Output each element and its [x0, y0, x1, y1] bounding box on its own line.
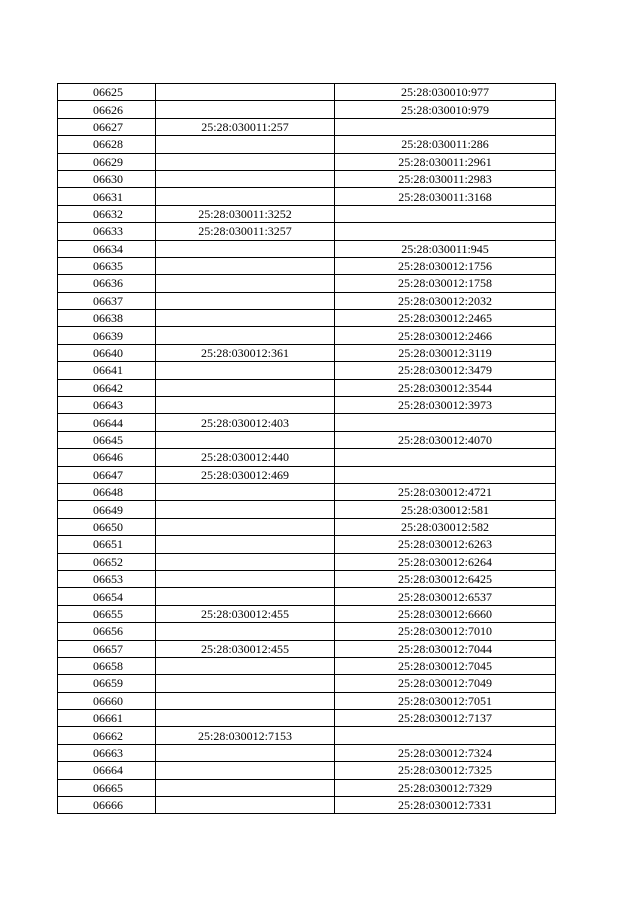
table-row [58, 223, 556, 240]
row-number-cell: 06658 [58, 657, 156, 674]
table-row [58, 483, 556, 500]
row-number-cell: 06642 [58, 379, 156, 396]
table-row [58, 257, 556, 274]
object-number-cell: 25:28:030012:6264 [335, 553, 556, 570]
row-number-cell: 06650 [58, 518, 156, 535]
row-number-cell: 06645 [58, 431, 156, 448]
table-row [58, 570, 556, 587]
table-body [58, 84, 556, 814]
object-number-cell [335, 449, 556, 466]
parcel-number-cell: 25:28:030012:440 [156, 449, 335, 466]
row-number-cell: 06664 [58, 762, 156, 779]
object-number-cell: 25:28:030011:286 [335, 136, 556, 153]
table-row [58, 657, 556, 674]
parcel-number-cell [156, 710, 335, 727]
table-row [58, 623, 556, 640]
table-row [58, 501, 556, 518]
parcel-number-cell [156, 310, 335, 327]
cadastral-table [57, 83, 556, 814]
row-number-cell: 06649 [58, 501, 156, 518]
object-number-cell: 25:28:030012:7324 [335, 744, 556, 761]
parcel-number-cell [156, 675, 335, 692]
table-row [58, 136, 556, 153]
row-number-cell: 06630 [58, 170, 156, 187]
table-row [58, 397, 556, 414]
row-number-cell: 06629 [58, 153, 156, 170]
parcel-number-cell [156, 170, 335, 187]
table-row [58, 118, 556, 135]
table-row [58, 640, 556, 657]
parcel-number-cell [156, 397, 335, 414]
row-number-cell: 06661 [58, 710, 156, 727]
row-number-cell: 06647 [58, 466, 156, 483]
parcel-number-cell [156, 762, 335, 779]
table-row [58, 327, 556, 344]
row-number-cell: 06636 [58, 275, 156, 292]
row-number-cell: 06637 [58, 292, 156, 309]
parcel-number-cell [156, 588, 335, 605]
row-number-cell: 06660 [58, 692, 156, 709]
object-number-cell: 25:28:030010:977 [335, 84, 556, 101]
parcel-number-cell: 25:28:030011:257 [156, 118, 335, 135]
object-number-cell [335, 118, 556, 135]
parcel-number-cell [156, 797, 335, 814]
object-number-cell: 25:28:030012:7137 [335, 710, 556, 727]
table-row [58, 710, 556, 727]
row-number-cell: 06643 [58, 397, 156, 414]
row-number-cell: 06644 [58, 414, 156, 431]
row-number-cell: 06651 [58, 536, 156, 553]
row-number-cell: 06627 [58, 118, 156, 135]
table-row [58, 675, 556, 692]
object-number-cell: 25:28:030012:7045 [335, 657, 556, 674]
object-number-cell: 25:28:030012:3973 [335, 397, 556, 414]
object-number-cell: 25:28:030012:4070 [335, 431, 556, 448]
row-number-cell: 06653 [58, 570, 156, 587]
parcel-number-cell: 25:28:030012:455 [156, 640, 335, 657]
row-number-cell: 06639 [58, 327, 156, 344]
object-number-cell: 25:28:030012:582 [335, 518, 556, 535]
object-number-cell: 25:28:030012:6263 [335, 536, 556, 553]
parcel-number-cell [156, 136, 335, 153]
row-number-cell: 06655 [58, 605, 156, 622]
object-number-cell: 25:28:030012:2032 [335, 292, 556, 309]
row-number-cell: 06657 [58, 640, 156, 657]
row-number-cell: 06662 [58, 727, 156, 744]
table-row [58, 588, 556, 605]
object-number-cell [335, 727, 556, 744]
object-number-cell: 25:28:030012:4721 [335, 483, 556, 500]
row-number-cell: 06654 [58, 588, 156, 605]
table-row [58, 536, 556, 553]
table-row [58, 762, 556, 779]
row-number-cell: 06633 [58, 223, 156, 240]
object-number-cell: 25:28:030012:3479 [335, 362, 556, 379]
row-number-cell: 06652 [58, 553, 156, 570]
table-row [58, 414, 556, 431]
table-row [58, 153, 556, 170]
parcel-number-cell: 25:28:030012:403 [156, 414, 335, 431]
table-row [58, 310, 556, 327]
object-number-cell: 25:28:030012:2465 [335, 310, 556, 327]
parcel-number-cell [156, 84, 335, 101]
row-number-cell: 06628 [58, 136, 156, 153]
table-row [58, 797, 556, 814]
parcel-number-cell [156, 623, 335, 640]
table-row [58, 205, 556, 222]
row-number-cell: 06666 [58, 797, 156, 814]
table-row [58, 727, 556, 744]
row-number-cell: 06648 [58, 483, 156, 500]
row-number-cell: 06635 [58, 257, 156, 274]
parcel-number-cell [156, 362, 335, 379]
object-number-cell: 25:28:030012:1756 [335, 257, 556, 274]
table-row [58, 449, 556, 466]
parcel-number-cell [156, 570, 335, 587]
object-number-cell [335, 466, 556, 483]
row-number-cell: 06656 [58, 623, 156, 640]
parcel-number-cell [156, 257, 335, 274]
row-number-cell: 06625 [58, 84, 156, 101]
object-number-cell: 25:28:030012:7325 [335, 762, 556, 779]
object-number-cell: 25:28:030012:7049 [335, 675, 556, 692]
row-number-cell: 06634 [58, 240, 156, 257]
table-row [58, 170, 556, 187]
parcel-number-cell [156, 327, 335, 344]
row-number-cell: 06663 [58, 744, 156, 761]
parcel-number-cell [156, 101, 335, 118]
object-number-cell: 25:28:030012:6537 [335, 588, 556, 605]
parcel-number-cell [156, 553, 335, 570]
object-number-cell: 25:28:030012:3119 [335, 344, 556, 361]
parcel-number-cell [156, 188, 335, 205]
object-number-cell: 25:28:030012:2466 [335, 327, 556, 344]
row-number-cell: 06631 [58, 188, 156, 205]
parcel-number-cell: 25:28:030012:361 [156, 344, 335, 361]
object-number-cell: 25:28:030010:979 [335, 101, 556, 118]
object-number-cell: 25:28:030012:7010 [335, 623, 556, 640]
object-number-cell: 25:28:030011:945 [335, 240, 556, 257]
table-row [58, 431, 556, 448]
object-number-cell: 25:28:030012:581 [335, 501, 556, 518]
object-number-cell: 25:28:030011:3168 [335, 188, 556, 205]
parcel-number-cell: 25:28:030012:469 [156, 466, 335, 483]
object-number-cell: 25:28:030012:7051 [335, 692, 556, 709]
table-row [58, 101, 556, 118]
parcel-number-cell [156, 692, 335, 709]
object-number-cell: 25:28:030012:6660 [335, 605, 556, 622]
parcel-number-cell [156, 292, 335, 309]
object-number-cell: 25:28:030012:7331 [335, 797, 556, 814]
object-number-cell: 25:28:030012:7044 [335, 640, 556, 657]
object-number-cell: 25:28:030012:3544 [335, 379, 556, 396]
row-number-cell: 06641 [58, 362, 156, 379]
table-row [58, 779, 556, 796]
object-number-cell: 25:28:030012:7329 [335, 779, 556, 796]
parcel-number-cell: 25:28:030011:3252 [156, 205, 335, 222]
table-row [58, 518, 556, 535]
object-number-cell [335, 414, 556, 431]
table-row [58, 275, 556, 292]
parcel-number-cell [156, 153, 335, 170]
table-row [58, 744, 556, 761]
parcel-number-cell [156, 240, 335, 257]
table-row [58, 692, 556, 709]
table-row [58, 84, 556, 101]
row-number-cell: 06665 [58, 779, 156, 796]
table-row [58, 605, 556, 622]
parcel-number-cell [156, 744, 335, 761]
parcel-number-cell [156, 501, 335, 518]
row-number-cell: 06626 [58, 101, 156, 118]
object-number-cell [335, 205, 556, 222]
table-row [58, 240, 556, 257]
parcel-number-cell [156, 657, 335, 674]
table-row [58, 188, 556, 205]
object-number-cell [335, 223, 556, 240]
parcel-number-cell [156, 518, 335, 535]
table-row [58, 344, 556, 361]
object-number-cell: 25:28:030011:2961 [335, 153, 556, 170]
table-row [58, 362, 556, 379]
table-row [58, 553, 556, 570]
table-row [58, 379, 556, 396]
row-number-cell: 06632 [58, 205, 156, 222]
parcel-number-cell [156, 275, 335, 292]
parcel-number-cell [156, 379, 335, 396]
object-number-cell: 25:28:030012:6425 [335, 570, 556, 587]
row-number-cell: 06646 [58, 449, 156, 466]
row-number-cell: 06640 [58, 344, 156, 361]
parcel-number-cell: 25:28:030011:3257 [156, 223, 335, 240]
parcel-number-cell: 25:28:030012:7153 [156, 727, 335, 744]
parcel-number-cell [156, 483, 335, 500]
parcel-number-cell [156, 431, 335, 448]
table-row [58, 466, 556, 483]
row-number-cell: 06659 [58, 675, 156, 692]
table-row [58, 292, 556, 309]
parcel-number-cell [156, 779, 335, 796]
object-number-cell: 25:28:030012:1758 [335, 275, 556, 292]
object-number-cell: 25:28:030011:2983 [335, 170, 556, 187]
parcel-number-cell: 25:28:030012:455 [156, 605, 335, 622]
parcel-number-cell [156, 536, 335, 553]
row-number-cell: 06638 [58, 310, 156, 327]
